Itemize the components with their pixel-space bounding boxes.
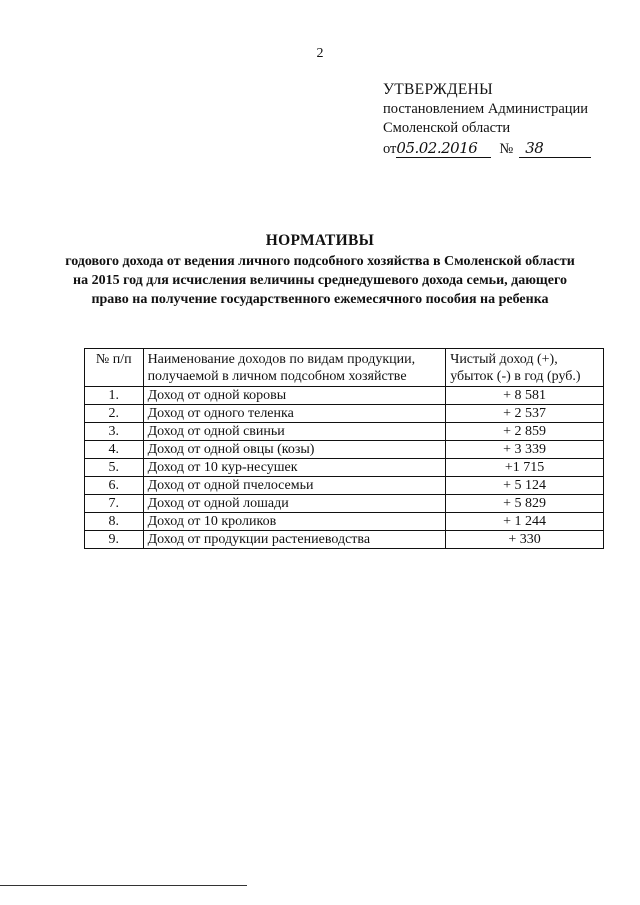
row-name: Доход от одной коровы xyxy=(143,387,446,405)
table-row xyxy=(85,405,604,423)
approval-line-2: Смоленской области xyxy=(383,120,511,136)
row-value: + 330 xyxy=(446,531,604,549)
row-name: Доход от 10 кроликов xyxy=(143,513,446,531)
header-num: № п/п xyxy=(85,349,144,387)
table-row xyxy=(85,495,604,513)
table-row xyxy=(85,423,604,441)
row-num: 5. xyxy=(85,459,144,477)
row-num: 2. xyxy=(85,405,144,423)
page-number: 2 xyxy=(316,46,324,61)
handwritten-number-text: 38 xyxy=(525,139,544,157)
approval-date-number-line xyxy=(383,140,591,159)
row-value: + 5 124 xyxy=(446,477,604,495)
row-num: 9. xyxy=(85,531,144,549)
row-name: Доход от одной лошади xyxy=(143,495,446,513)
row-value: + 3 339 xyxy=(446,441,604,459)
table-row xyxy=(85,387,604,405)
handwritten-date xyxy=(396,141,491,158)
row-num: 4. xyxy=(85,441,144,459)
footnote-divider xyxy=(0,885,247,886)
approval-block xyxy=(383,80,591,159)
header-value: Чистый доход (+), убыток (-) в год (руб.) xyxy=(446,349,604,387)
row-name: Доход от одной пчелосемьи xyxy=(143,477,446,495)
row-value: + 1 244 xyxy=(446,513,604,531)
row-value: + 2 859 xyxy=(446,423,604,441)
row-value: + 2 537 xyxy=(446,405,604,423)
handwritten-number xyxy=(519,141,591,158)
row-name: Доход от одной свиньи xyxy=(143,423,446,441)
row-value: + 8 581 xyxy=(446,387,604,405)
row-num: 8. xyxy=(85,513,144,531)
row-num: 7. xyxy=(85,495,144,513)
table-row xyxy=(85,477,604,495)
row-name: Доход от продукции растениеводства xyxy=(143,531,446,549)
norms-table xyxy=(84,348,604,549)
row-name: Доход от одного теленка xyxy=(143,405,446,423)
row-num: 3. xyxy=(85,423,144,441)
row-name: Доход от 10 кур-несушек xyxy=(143,459,446,477)
header-name: Наименование доходов по видам продукции, получаемой в личном подсобном хозяйстве xyxy=(143,349,446,387)
number-label: № xyxy=(499,141,514,157)
row-num: 6. xyxy=(85,477,144,495)
row-name: Доход от одной овцы (козы) xyxy=(143,441,446,459)
document-title: НОРМАТИВЫ xyxy=(265,232,375,249)
approval-line-1: постановлением Администрации xyxy=(383,101,589,117)
table-row xyxy=(85,441,604,459)
row-value: + 5 829 xyxy=(446,495,604,513)
table-header-row xyxy=(85,349,604,387)
date-prefix: от xyxy=(383,141,397,157)
table-row xyxy=(85,513,604,531)
table-row xyxy=(85,459,604,477)
handwritten-date-text: 05.02.2016 xyxy=(396,139,478,157)
approval-heading: УТВЕРЖДЕНЫ xyxy=(383,81,493,98)
table-row xyxy=(85,531,604,549)
document-subtitle: годового дохода от ведения личного подсобного хозяйства в Смоленской области на 2015 год для исчисления величины среднедушевого дохода семьи, дающего право на получение государственного ежемесячного пособия на ребенка xyxy=(65,254,575,307)
row-num: 1. xyxy=(85,387,144,405)
row-value: +1 715 xyxy=(446,459,604,477)
